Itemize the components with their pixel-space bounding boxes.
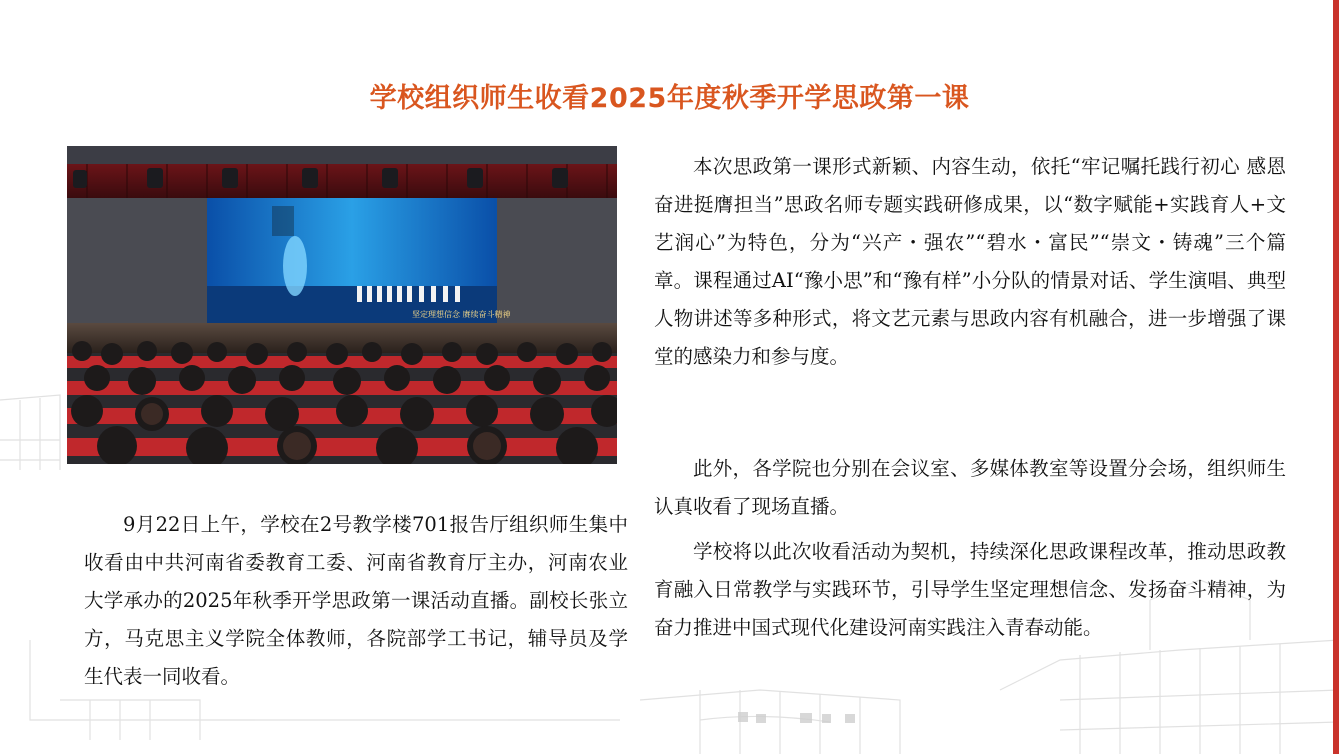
article-paragraph-right-1: 本次思政第一课形式新颖、内容生动，依托“牢记嘱托践行初心 感恩奋进挺膺担当”思政名师专题实践研修成果，以“数字赋能+实践育人+文艺润心”为特色，分为“兴产・强农”“碧水・富民”“崇文・铸魂”三个篇章。课程通过AI“豫小思”和“豫有样”小分队的情景对话、学生演唱、典型人物讲述等多种形式，将文艺元素与思政内容有机融合，进一步增强了课堂的感染力和参与度。	[654, 155, 1286, 368]
page-title: 学校组织师生收看2025年度秋季开学思政第一课	[369, 83, 970, 115]
article-paragraph-left: 9月22日上午，学校在2号教学楼701报告厅组织师生集中收看由中共河南省委教育工委、河南省教育厅主办，河南农业大学承办的2025年秋季开学思政第一课活动直播。副校长张立方，马克思主义学院全体教师，各院部学工书记，辅导员及学生代表一同收看。	[84, 513, 628, 688]
auditorium-photo	[67, 146, 617, 464]
auditorium-illustration	[67, 146, 617, 464]
article-paragraph-right-2: 此外，各学院也分别在会议室、多媒体教室等设置分会场，组织师生认真收看了现场直播。	[654, 457, 1286, 518]
article-paragraph-right-3: 学校将以此次收看活动为契机，持续深化思政课程改革，推动思政教育融入日常教学与实践环节，引导学生坚定理想信念、发扬奋斗精神，为奋力推进中国式现代化建设河南实践注入青春动能。	[654, 540, 1286, 639]
screen-banner: 坚定理想信念 赓续奋斗精神	[412, 310, 511, 319]
